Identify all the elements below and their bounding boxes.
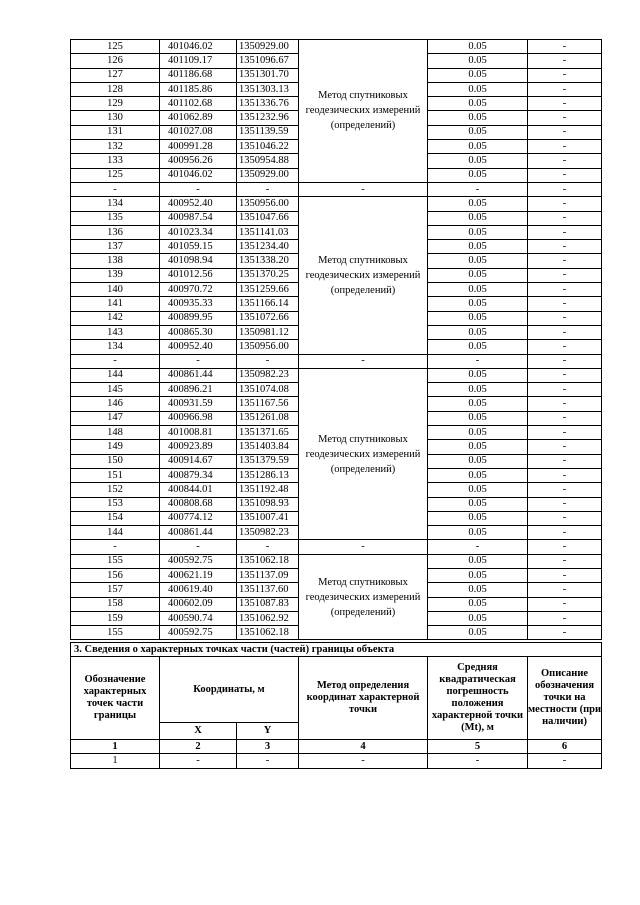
point-number-cell: 133	[71, 154, 160, 168]
x-coordinate-cell: 400621.19	[160, 568, 237, 582]
accuracy-cell: 0.05	[428, 211, 528, 225]
separator-cell: -	[160, 540, 237, 554]
x-coordinate-cell: 400592.75	[160, 626, 237, 640]
accuracy-cell: 0.05	[428, 597, 528, 611]
accuracy-cell: 0.05	[428, 311, 528, 325]
separator-cell: -	[160, 182, 237, 196]
accuracy-cell: 0.05	[428, 240, 528, 254]
point-number-cell: 134	[71, 197, 160, 211]
x-coordinate-cell: 400896.21	[160, 383, 237, 397]
y-coordinate-cell: 1351167.56	[237, 397, 299, 411]
description-cell: -	[528, 82, 602, 96]
y-coordinate-cell: 1351062.92	[237, 611, 299, 625]
y-coordinate-cell: 1351286.13	[237, 468, 299, 482]
accuracy-cell: 0.05	[428, 111, 528, 125]
point-number-cell: 127	[71, 68, 160, 82]
accuracy-cell: 0.05	[428, 454, 528, 468]
description-cell: -	[528, 283, 602, 297]
column-number: 4	[299, 740, 428, 754]
y-coordinate-cell: 1351139.59	[237, 125, 299, 139]
accuracy-cell: 0.05	[428, 583, 528, 597]
header-description: Описание обозначения точки на местности (при наличии)	[528, 657, 602, 740]
accuracy-cell: 0.05	[428, 440, 528, 454]
y-coordinate-cell: 1351087.83	[237, 597, 299, 611]
point-number-cell: 132	[71, 140, 160, 154]
y-coordinate-cell: 1350956.00	[237, 340, 299, 354]
description-cell: -	[528, 511, 602, 525]
coordinates-table	[70, 39, 602, 640]
x-coordinate-cell: 400970.72	[160, 283, 237, 297]
y-coordinate-cell: 1351303.13	[237, 82, 299, 96]
x-coordinate-cell: 401098.94	[160, 254, 237, 268]
x-coordinate-cell: 400935.33	[160, 297, 237, 311]
point-number-cell: 134	[71, 340, 160, 354]
accuracy-cell: 0.05	[428, 40, 528, 54]
separator-cell: -	[237, 182, 299, 196]
point-number-cell: 158	[71, 597, 160, 611]
point-number-cell: 135	[71, 211, 160, 225]
section3-cell: -	[299, 754, 428, 769]
point-number-cell: 157	[71, 583, 160, 597]
point-number-cell: 151	[71, 468, 160, 482]
description-cell: -	[528, 454, 602, 468]
accuracy-cell: 0.05	[428, 154, 528, 168]
x-coordinate-cell: 401102.68	[160, 97, 237, 111]
y-coordinate-cell: 1351137.09	[237, 568, 299, 582]
y-coordinate-cell: 1351234.40	[237, 240, 299, 254]
description-cell: -	[528, 383, 602, 397]
accuracy-cell: 0.05	[428, 511, 528, 525]
x-coordinate-cell: 400931.59	[160, 397, 237, 411]
column-number: 6	[528, 740, 602, 754]
accuracy-cell: 0.05	[428, 340, 528, 354]
section3-cell: -	[528, 754, 602, 769]
header-point-designation: Обозначение характерных точек части границы	[71, 657, 160, 740]
header-x: X	[160, 723, 237, 740]
description-cell: -	[528, 426, 602, 440]
point-number-cell: 136	[71, 225, 160, 239]
separator-row	[71, 540, 602, 554]
accuracy-cell: 0.05	[428, 397, 528, 411]
description-cell: -	[528, 583, 602, 597]
separator-cell: -	[237, 354, 299, 368]
x-coordinate-cell: 401023.34	[160, 225, 237, 239]
header-accuracy: Средняя квадратическая погрешность положения характерной точки (Mt), м	[428, 657, 528, 740]
method-cell: Метод спутниковых геодезических измерений (определений)	[299, 197, 428, 354]
description-cell: -	[528, 483, 602, 497]
y-coordinate-cell: 1351192.48	[237, 483, 299, 497]
description-cell: -	[528, 154, 602, 168]
x-coordinate-cell: 400865.30	[160, 325, 237, 339]
table-row	[71, 368, 602, 382]
description-cell: -	[528, 554, 602, 568]
x-coordinate-cell: 400991.28	[160, 140, 237, 154]
point-number-cell: 153	[71, 497, 160, 511]
y-coordinate-cell: 1351261.08	[237, 411, 299, 425]
y-coordinate-cell: 1351137.60	[237, 583, 299, 597]
accuracy-cell: 0.05	[428, 411, 528, 425]
accuracy-cell: 0.05	[428, 82, 528, 96]
accuracy-cell: 0.05	[428, 468, 528, 482]
y-coordinate-cell: 1351336.76	[237, 97, 299, 111]
x-coordinate-cell: 400956.26	[160, 154, 237, 168]
separator-cell: -	[71, 540, 160, 554]
description-cell: -	[528, 268, 602, 282]
y-coordinate-cell: 1351301.70	[237, 68, 299, 82]
y-coordinate-cell: 1350982.23	[237, 368, 299, 382]
point-number-cell: 144	[71, 368, 160, 382]
y-coordinate-cell: 1351046.22	[237, 140, 299, 154]
separator-cell: -	[71, 182, 160, 196]
point-number-cell: 129	[71, 97, 160, 111]
x-coordinate-cell: 400987.54	[160, 211, 237, 225]
point-number-cell: 156	[71, 568, 160, 582]
description-cell: -	[528, 340, 602, 354]
separator-cell: -	[299, 540, 428, 554]
point-number-cell: 137	[71, 240, 160, 254]
table-row	[71, 197, 602, 211]
y-coordinate-cell: 1350954.88	[237, 154, 299, 168]
point-number-cell: 131	[71, 125, 160, 139]
description-cell: -	[528, 140, 602, 154]
point-number-cell: 144	[71, 526, 160, 540]
description-cell: -	[528, 111, 602, 125]
description-cell: -	[528, 368, 602, 382]
description-cell: -	[528, 626, 602, 640]
y-coordinate-cell: 1351141.03	[237, 225, 299, 239]
separator-cell: -	[299, 182, 428, 196]
x-coordinate-cell: 401046.02	[160, 40, 237, 54]
description-cell: -	[528, 468, 602, 482]
description-cell: -	[528, 497, 602, 511]
point-number-cell: 141	[71, 297, 160, 311]
description-cell: -	[528, 225, 602, 239]
description-cell: -	[528, 297, 602, 311]
x-coordinate-cell: 400861.44	[160, 368, 237, 382]
point-number-cell: 125	[71, 168, 160, 182]
accuracy-cell: 0.05	[428, 626, 528, 640]
point-number-cell: 149	[71, 440, 160, 454]
description-cell: -	[528, 440, 602, 454]
y-coordinate-cell: 1351370.25	[237, 268, 299, 282]
description-cell: -	[528, 597, 602, 611]
separator-row	[71, 354, 602, 368]
header-y: Y	[237, 723, 299, 740]
point-number-cell: 142	[71, 311, 160, 325]
separator-cell: -	[428, 354, 528, 368]
accuracy-cell: 0.05	[428, 325, 528, 339]
description-cell: -	[528, 397, 602, 411]
separator-row	[71, 182, 602, 196]
accuracy-cell: 0.05	[428, 426, 528, 440]
description-cell: -	[528, 325, 602, 339]
point-number-cell: 126	[71, 54, 160, 68]
y-coordinate-cell: 1350982.23	[237, 526, 299, 540]
x-coordinate-cell: 400966.98	[160, 411, 237, 425]
y-coordinate-cell: 1351096.67	[237, 54, 299, 68]
accuracy-cell: 0.05	[428, 568, 528, 582]
point-number-cell: 148	[71, 426, 160, 440]
separator-cell: -	[160, 354, 237, 368]
point-number-cell: 154	[71, 511, 160, 525]
x-coordinate-cell: 401012.56	[160, 268, 237, 282]
accuracy-cell: 0.05	[428, 297, 528, 311]
x-coordinate-cell: 400899.95	[160, 311, 237, 325]
x-coordinate-cell: 400952.40	[160, 340, 237, 354]
accuracy-cell: 0.05	[428, 254, 528, 268]
y-coordinate-cell: 1351074.08	[237, 383, 299, 397]
x-coordinate-cell: 401062.89	[160, 111, 237, 125]
y-coordinate-cell: 1350956.00	[237, 197, 299, 211]
x-coordinate-cell: 401059.15	[160, 240, 237, 254]
point-number-cell: 155	[71, 554, 160, 568]
column-number: 1	[71, 740, 160, 754]
point-number-cell: 152	[71, 483, 160, 497]
point-number-cell: 128	[71, 82, 160, 96]
description-cell: -	[528, 611, 602, 625]
x-coordinate-cell: 400774.12	[160, 511, 237, 525]
x-coordinate-cell: 400619.40	[160, 583, 237, 597]
column-number: 5	[428, 740, 528, 754]
description-cell: -	[528, 197, 602, 211]
accuracy-cell: 0.05	[428, 68, 528, 82]
point-number-cell: 130	[71, 111, 160, 125]
accuracy-cell: 0.05	[428, 97, 528, 111]
x-coordinate-cell: 400914.67	[160, 454, 237, 468]
point-number-cell: 125	[71, 40, 160, 54]
y-coordinate-cell: 1351098.93	[237, 497, 299, 511]
description-cell: -	[528, 311, 602, 325]
y-coordinate-cell: 1351259.66	[237, 283, 299, 297]
point-number-cell: 139	[71, 268, 160, 282]
point-number-cell: 143	[71, 325, 160, 339]
point-number-cell: 155	[71, 626, 160, 640]
y-coordinate-cell: 1350929.00	[237, 168, 299, 182]
description-cell: -	[528, 97, 602, 111]
section3-cell: -	[160, 754, 237, 769]
point-number-cell: 145	[71, 383, 160, 397]
x-coordinate-cell: 401046.02	[160, 168, 237, 182]
y-coordinate-cell: 1351371.65	[237, 426, 299, 440]
description-cell: -	[528, 54, 602, 68]
x-coordinate-cell: 400602.09	[160, 597, 237, 611]
method-cell: Метод спутниковых геодезических измерений (определений)	[299, 554, 428, 640]
description-cell: -	[528, 411, 602, 425]
table-row	[71, 40, 602, 54]
y-coordinate-cell: 1351062.18	[237, 626, 299, 640]
separator-cell: -	[299, 354, 428, 368]
x-coordinate-cell: 401008.81	[160, 426, 237, 440]
x-coordinate-cell: 401027.08	[160, 125, 237, 139]
point-number-cell: 146	[71, 397, 160, 411]
column-number: 3	[237, 740, 299, 754]
x-coordinate-cell: 400808.68	[160, 497, 237, 511]
accuracy-cell: 0.05	[428, 268, 528, 282]
y-coordinate-cell: 1351403.84	[237, 440, 299, 454]
x-coordinate-cell: 400923.89	[160, 440, 237, 454]
method-cell: Метод спутниковых геодезических измерений (определений)	[299, 368, 428, 540]
column-number: 2	[160, 740, 237, 754]
description-cell: -	[528, 68, 602, 82]
y-coordinate-cell: 1350981.12	[237, 325, 299, 339]
description-cell: -	[528, 240, 602, 254]
y-coordinate-cell: 1351379.59	[237, 454, 299, 468]
section3-cell: -	[237, 754, 299, 769]
y-coordinate-cell: 1351166.14	[237, 297, 299, 311]
header-method: Метод определения координат характерной точки	[299, 657, 428, 740]
separator-cell: -	[528, 354, 602, 368]
y-coordinate-cell: 1351062.18	[237, 554, 299, 568]
x-coordinate-cell: 400844.01	[160, 483, 237, 497]
accuracy-cell: 0.05	[428, 197, 528, 211]
x-coordinate-cell: 401186.68	[160, 68, 237, 82]
x-coordinate-cell: 400590.74	[160, 611, 237, 625]
y-coordinate-cell: 1351072.66	[237, 311, 299, 325]
y-coordinate-cell: 1351338.20	[237, 254, 299, 268]
x-coordinate-cell: 400952.40	[160, 197, 237, 211]
accuracy-cell: 0.05	[428, 497, 528, 511]
separator-cell: -	[528, 182, 602, 196]
section3-cell: 1	[71, 754, 160, 769]
y-coordinate-cell: 1351047.66	[237, 211, 299, 225]
y-coordinate-cell: 1351007.41	[237, 511, 299, 525]
description-cell: -	[528, 568, 602, 582]
separator-cell: -	[237, 540, 299, 554]
description-cell: -	[528, 211, 602, 225]
accuracy-cell: 0.05	[428, 140, 528, 154]
accuracy-cell: 0.05	[428, 368, 528, 382]
description-cell: -	[528, 40, 602, 54]
x-coordinate-cell: 400861.44	[160, 526, 237, 540]
separator-cell: -	[428, 540, 528, 554]
section3-table	[70, 642, 602, 769]
header-coordinates: Координаты, м	[160, 657, 299, 723]
x-coordinate-cell: 400879.34	[160, 468, 237, 482]
point-number-cell: 150	[71, 454, 160, 468]
accuracy-cell: 0.05	[428, 526, 528, 540]
x-coordinate-cell: 401109.17	[160, 54, 237, 68]
point-number-cell: 140	[71, 283, 160, 297]
accuracy-cell: 0.05	[428, 125, 528, 139]
accuracy-cell: 0.05	[428, 483, 528, 497]
separator-cell: -	[528, 540, 602, 554]
point-number-cell: 159	[71, 611, 160, 625]
accuracy-cell: 0.05	[428, 168, 528, 182]
accuracy-cell: 0.05	[428, 225, 528, 239]
y-coordinate-cell: 1350929.00	[237, 40, 299, 54]
separator-cell: -	[71, 354, 160, 368]
accuracy-cell: 0.05	[428, 554, 528, 568]
description-cell: -	[528, 526, 602, 540]
accuracy-cell: 0.05	[428, 383, 528, 397]
accuracy-cell: 0.05	[428, 611, 528, 625]
separator-cell: -	[428, 182, 528, 196]
y-coordinate-cell: 1351232.96	[237, 111, 299, 125]
description-cell: -	[528, 168, 602, 182]
point-number-cell: 147	[71, 411, 160, 425]
table-row	[71, 554, 602, 568]
point-number-cell: 138	[71, 254, 160, 268]
description-cell: -	[528, 125, 602, 139]
description-cell: -	[528, 254, 602, 268]
accuracy-cell: 0.05	[428, 54, 528, 68]
section3-cell: -	[428, 754, 528, 769]
x-coordinate-cell: 400592.75	[160, 554, 237, 568]
x-coordinate-cell: 401185.86	[160, 82, 237, 96]
accuracy-cell: 0.05	[428, 283, 528, 297]
section3-title: 3. Сведения о характерных точках части (частей) границы объекта	[71, 643, 602, 657]
method-cell: Метод спутниковых геодезических измерений (определений)	[299, 40, 428, 183]
